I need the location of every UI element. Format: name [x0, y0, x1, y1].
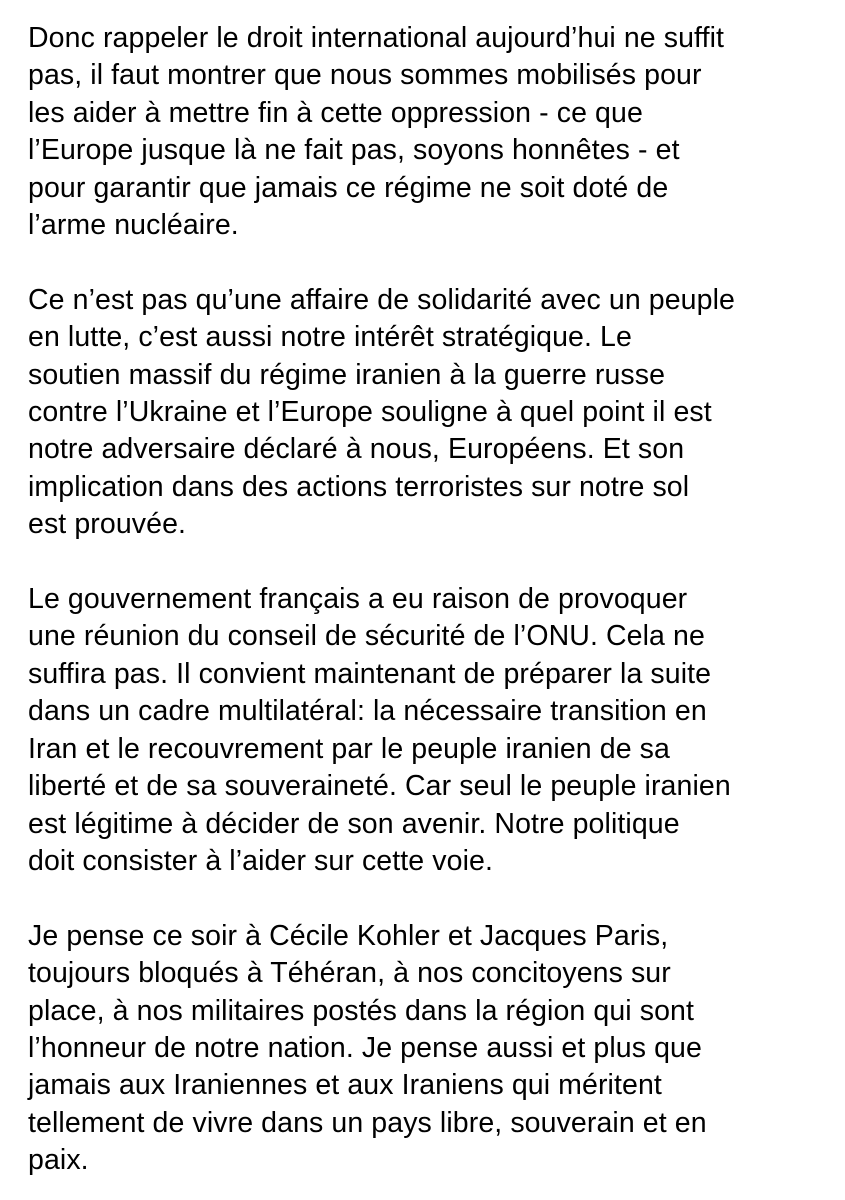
- text-line: implication dans des actions terroristes sur notre sol: [28, 470, 690, 503]
- text-line: l’arme nucléaire.: [28, 209, 239, 242]
- text-line: Iran et le recouvrement par le peuple iranien de sa: [28, 732, 670, 765]
- text-line: Ce n’est pas qu’une affaire de solidarité avec un peuple: [28, 283, 735, 316]
- text-line: tellement de vivre dans un pays libre, souverain et en: [28, 1106, 707, 1139]
- text-line: soutien massif du régime iranien à la guerre russe: [28, 358, 666, 391]
- text-line: l’honneur de notre nation. Je pense aussi et plus que: [28, 1031, 702, 1064]
- text-line: toujours bloqués à Téhéran, à nos concitoyens sur: [28, 957, 671, 990]
- text-line: pas, il faut montrer que nous sommes mobilisés pour: [28, 59, 702, 92]
- text-line: liberté et de sa souveraineté. Car seul le peuple iranien: [28, 770, 731, 803]
- text-line: les aider à mettre fin à cette oppression - ce que: [28, 96, 643, 129]
- text-line: paix.: [28, 1144, 89, 1177]
- text-line: est légitime à décider de son avenir. Notre politique: [28, 807, 680, 840]
- paragraph-2: [28, 282, 831, 544]
- text-line: l’Europe jusque là ne fait pas, soyons honnêtes - et: [28, 134, 680, 167]
- paragraph-1: [28, 20, 831, 244]
- paragraph-4: [28, 918, 831, 1180]
- text-line: place, à nos militaires postés dans la région qui sont: [28, 994, 695, 1027]
- text-line: contre l’Ukraine et l’Europe souligne à quel point il est: [28, 396, 712, 429]
- text-line: Je pense ce soir à Cécile Kohler et Jacques Paris,: [28, 919, 669, 952]
- text-line: est prouvée.: [28, 508, 187, 541]
- text-line: pour garantir que jamais ce régime ne soit doté de: [28, 171, 669, 204]
- text-line: une réunion du conseil de sécurité de l’ONU. Cela ne: [28, 620, 705, 653]
- text-line: dans un cadre multilatéral: la nécessaire transition en: [28, 695, 707, 728]
- text-line: suffira pas. Il convient maintenant de préparer la suite: [28, 657, 712, 690]
- paragraph-3: [28, 581, 831, 880]
- text-line: Donc rappeler le droit international aujourd’hui ne suffit: [28, 22, 725, 54]
- text-line: en lutte, c’est aussi notre intérêt stratégique. Le: [28, 321, 632, 354]
- text-line: Le gouvernement français a eu raison de provoquer: [28, 583, 688, 616]
- text-line: jamais aux Iraniennes et aux Iraniens qui méritent: [28, 1069, 662, 1102]
- text-line: notre adversaire déclaré à nous, Européens. Et son: [28, 433, 685, 466]
- text-line: doit consister à l’aider sur cette voie.: [28, 844, 493, 877]
